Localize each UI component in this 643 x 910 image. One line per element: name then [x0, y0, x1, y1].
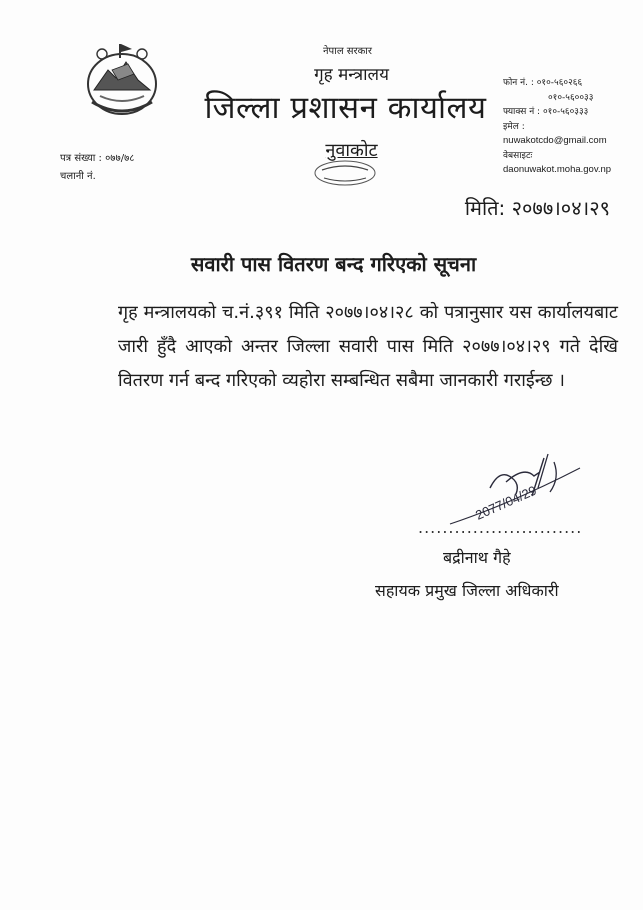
notice-body: गृह मन्त्रालयको च.नं.३९१ मिति २०७७।०४।२८ को पत्रानुसार यस कार्यालयबाट जारी हुँदै आएको अन्तर जिल्ला सवारी पास मिति २०७७।०४।२९ गते देखि वितरण गर्न बन्द गरिएको व्यहोरा सम्बन्धित सबैमा जानकारी गराईन्छ ।	[118, 302, 618, 391]
email-label: इमेल :	[503, 121, 525, 132]
phone-label: फोन नं. :	[503, 78, 534, 88]
signature-date: 2077/04/29	[473, 482, 539, 523]
phone-number-1: ०१०-५६०२६६	[536, 78, 583, 88]
contact-block	[503, 76, 643, 178]
email-link[interactable]: nuwakotcdo@gmail.com	[503, 135, 607, 146]
signature-line: ...........................	[418, 518, 583, 537]
office-stamp-icon	[306, 158, 384, 188]
letter-number: पत्र संख्या : ०७७/७८	[60, 153, 135, 164]
website-link[interactable]: daonuwakot.moha.gov.np	[503, 164, 612, 175]
fax-number: ०१०-५६०३३३	[542, 107, 589, 117]
reference-block	[60, 150, 134, 186]
fax-row	[503, 105, 643, 120]
notice-heading: सवारी पास वितरण बन्द गरिएको सूचना	[190, 252, 477, 276]
government-name: नेपाल सरकार	[323, 46, 372, 57]
website-label: वेबसाइटः	[503, 150, 533, 161]
phone-number-2: ०१०-५६००३३	[548, 92, 594, 103]
dispatch-number: चलानी नं.	[60, 171, 96, 182]
signer-title: सहायक प्रमुख जिल्ला अधिकारी	[375, 581, 559, 600]
fax-label: फ्याक्स नं :	[503, 107, 541, 117]
signer-name: बद्रीनाथ गैहे	[443, 548, 511, 567]
ministry-name: गृह मन्त्रालय	[314, 65, 389, 85]
letter-date: मिति: २०७७।०४।२९	[464, 196, 610, 220]
district-name: नुवाकोट	[325, 140, 378, 161]
phone-row	[503, 76, 643, 91]
office-name: जिल्ला प्रशासन कार्यालय	[204, 90, 487, 126]
